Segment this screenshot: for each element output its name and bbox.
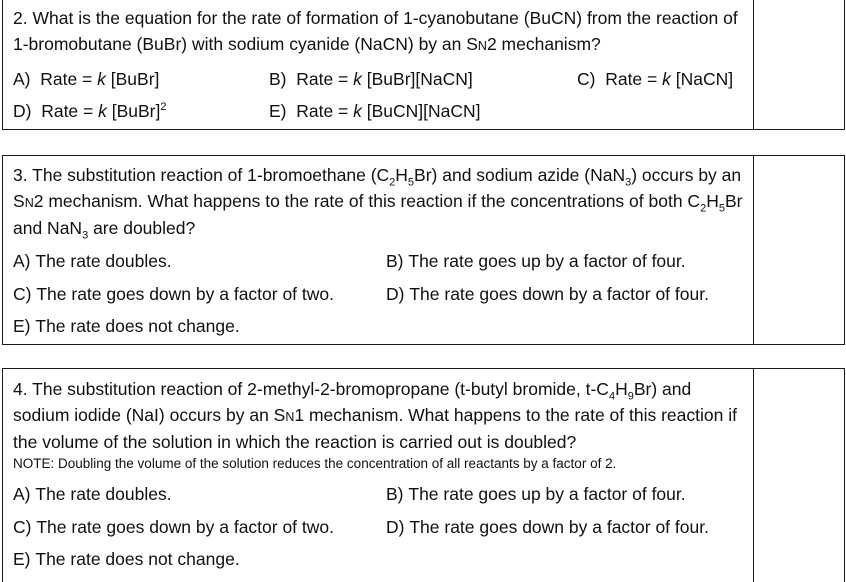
question-3-text: 3. The substitution reaction of 1-bromoethane $(C_2H_5Br)$ and sodium azide (NaN$_3$) occurs by an SN2 mechanism. What happens to the rate of this reaction if the concentrations of both $C_2H_5Br$ and NaN$_3$ are doubled? xyxy=(13,165,743,242)
answer-column[interactable] xyxy=(753,369,754,582)
option-e[interactable]: E) The rate does not change. xyxy=(13,549,240,569)
question-3-box xyxy=(2,155,845,345)
option-e[interactable]: E) Rate = k [BuCN][NaCN] xyxy=(269,101,481,121)
answer-column[interactable] xyxy=(753,0,754,129)
question-2-box xyxy=(2,0,845,130)
question-4-note: NOTE: Doubling the volume of the solution reduces the concentration of all reactants by a factor of 2. xyxy=(13,456,617,471)
option-a[interactable]: A) The rate doubles. xyxy=(13,484,172,504)
option-d[interactable]: D) The rate goes down by a factor of four. xyxy=(386,284,709,304)
option-d[interactable]: D) The rate goes down by a factor of four. xyxy=(386,517,709,537)
question-4-box xyxy=(2,368,845,582)
option-d[interactable]: D) Rate = k [BuBr]$^2$ xyxy=(13,101,167,121)
option-e[interactable]: E) The rate does not change. xyxy=(13,316,240,336)
question-4-text: 4. The substitution reaction of 2-methyl-2-bromopropane (t-butyl bromide, $t-C_4H_9Br$) and sodium iodide (NaI) occurs by an SN1 mechanism. What happens to the rate of this reaction if the volume of the solution in which the reaction is carried out is doubled? xyxy=(13,379,737,452)
question-2-text: 2. What is the equation for the rate of formation of 1-cyanobutane (BuCN) from the reaction of 1-bromobutane (BuBr) with sodium cyanide (NaCN) by an SN2 mechanism? xyxy=(13,8,738,54)
option-b[interactable]: B) The rate goes up by a factor of four. xyxy=(386,484,686,504)
option-c[interactable]: C) The rate goes down by a factor of two. xyxy=(13,284,335,304)
option-c[interactable]: C) The rate goes down by a factor of two. xyxy=(13,517,335,537)
option-c[interactable]: C) Rate = k [NaCN] xyxy=(577,69,734,89)
option-a[interactable]: A) The rate doubles. xyxy=(13,251,172,271)
option-b[interactable]: B) The rate goes up by a factor of four. xyxy=(386,251,686,271)
option-b[interactable]: B) Rate = k [BuBr][NaCN] xyxy=(269,69,473,89)
answer-column[interactable] xyxy=(753,156,754,344)
option-a[interactable]: A) Rate = k [BuBr] xyxy=(13,69,160,89)
